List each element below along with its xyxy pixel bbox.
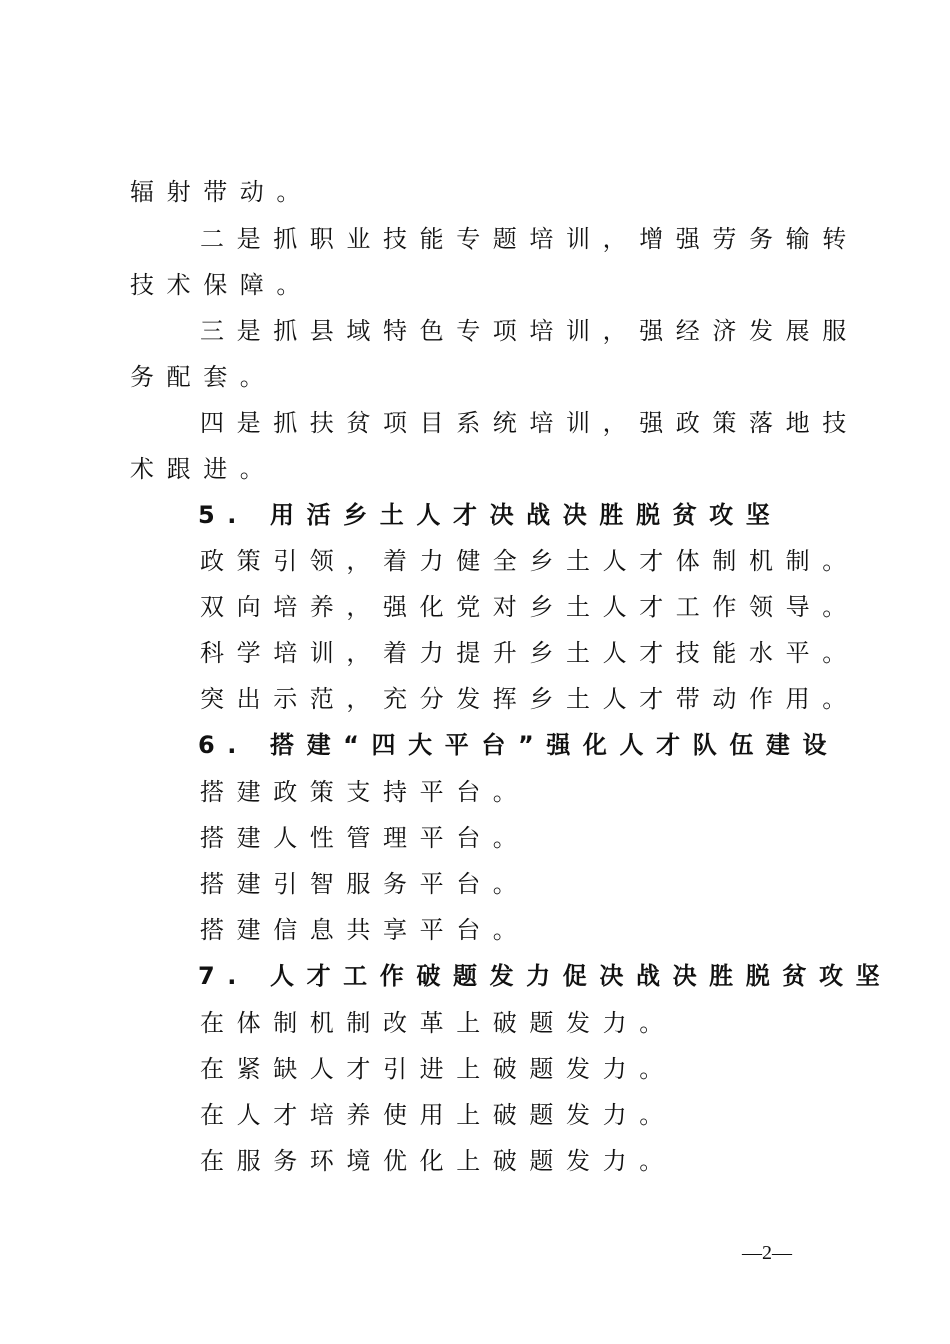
- list-item: 在紧缺人才引进上破题发力。: [200, 1055, 676, 1083]
- list-item: 在人才培养使用上破题发力。: [200, 1101, 676, 1129]
- paragraph-line: 四是抓扶贫项目系统培训，强政策落地技: [200, 409, 859, 437]
- paragraph-line: 辐射带动。: [130, 178, 313, 206]
- paragraph-line: 技术保障。: [130, 271, 313, 299]
- list-item: 双向培养，强化党对乡土人才工作领导。: [200, 593, 859, 621]
- section-heading: 6. 搭建“四大平台”强化人才队伍建设: [198, 731, 840, 759]
- section-heading: 5. 用活乡土人才决战决胜脱贫攻坚: [198, 501, 783, 529]
- paragraph-line: 务配套。: [130, 363, 277, 391]
- list-item: 突出示范，充分发挥乡土人才带动作用。: [200, 685, 859, 713]
- list-item: 政策引领，着力健全乡土人才体制机制。: [200, 547, 859, 575]
- paragraph-line: 三是抓县域特色专项培训，强经济发展服: [200, 317, 859, 345]
- list-item: 搭建信息共享平台。: [200, 916, 530, 944]
- list-item: 搭建引智服务平台。: [200, 870, 530, 898]
- list-item: 科学培训，着力提升乡土人才技能水平。: [200, 639, 859, 667]
- section-heading: 7. 人才工作破题发力促决战决胜脱贫攻坚: [198, 962, 893, 990]
- page-number: —2—: [742, 1242, 792, 1264]
- list-item: 搭建人性管理平台。: [200, 824, 530, 852]
- list-item: 搭建政策支持平台。: [200, 778, 530, 806]
- paragraph-line: 术跟进。: [130, 455, 277, 483]
- list-item: 在体制机制改革上破题发力。: [200, 1009, 676, 1037]
- list-item: 在服务环境优化上破题发力。: [200, 1147, 676, 1175]
- paragraph-line: 二是抓职业技能专题培训，增强劳务输转: [200, 225, 859, 253]
